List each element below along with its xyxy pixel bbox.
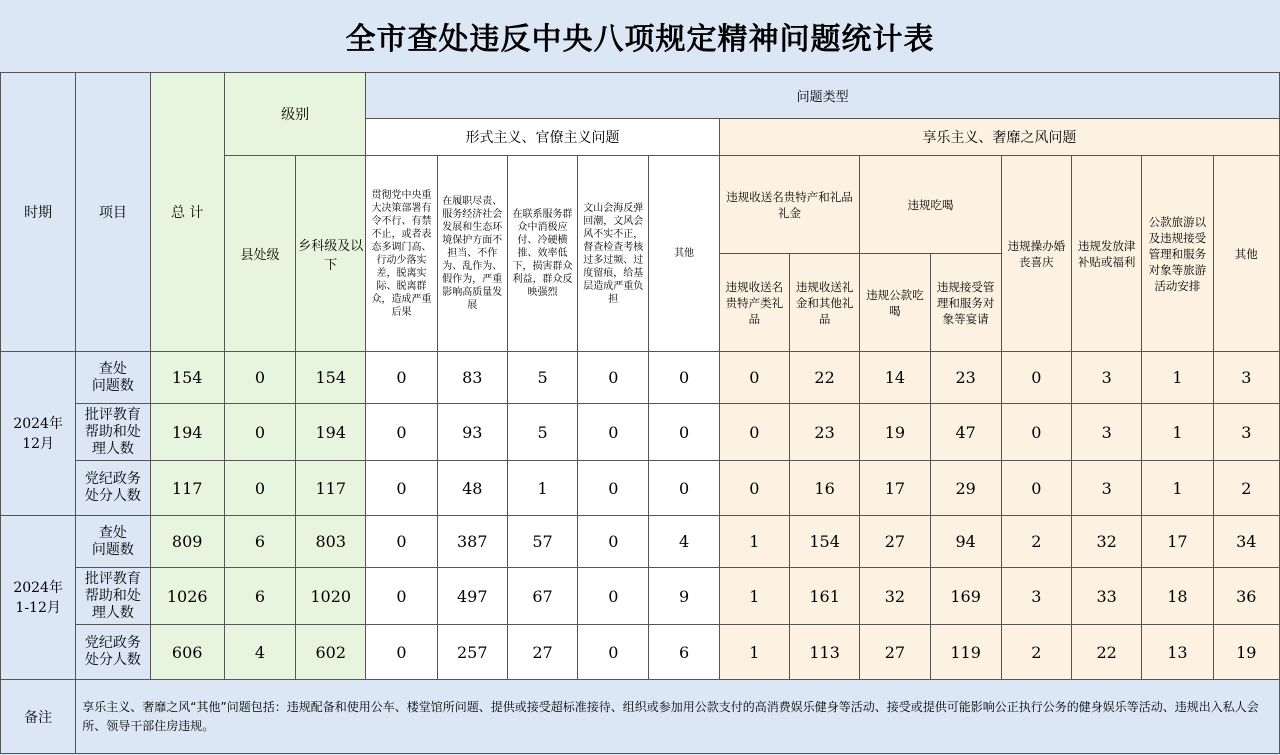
table-cell: 602: [296, 625, 366, 680]
row-item-label: 党纪政务 处分人数: [76, 461, 150, 516]
table-cell: 497: [437, 568, 507, 625]
table-cell: 27: [507, 625, 577, 680]
table-cell: 36: [1213, 568, 1279, 625]
table-cell: 5: [507, 352, 577, 404]
table-cell: 0: [649, 461, 719, 516]
table-cell: 33: [1072, 568, 1142, 625]
table-cell: 27: [860, 516, 930, 568]
header-period: 时期: [1, 73, 76, 352]
table-cell: 809: [150, 516, 224, 568]
row-item-label: 批评教育 帮助和处 理人数: [76, 404, 150, 461]
table-cell: 2: [1001, 516, 1071, 568]
header-total: 总 计: [150, 73, 224, 352]
table-cell: 14: [860, 352, 930, 404]
table-cell: 2: [1001, 625, 1071, 680]
table-cell: 22: [789, 352, 859, 404]
table-cell: 154: [296, 352, 366, 404]
table-cell: 2: [1213, 461, 1279, 516]
table-cell: 0: [578, 625, 649, 680]
header-level-county: 县处级: [224, 156, 295, 352]
table-cell: 117: [296, 461, 366, 516]
table-cell: 117: [150, 461, 224, 516]
table-cell: 29: [930, 461, 1001, 516]
table-cell: 169: [930, 568, 1001, 625]
table-cell: 0: [1001, 404, 1071, 461]
table-cell: 19: [1213, 625, 1279, 680]
table-cell: 3: [1001, 568, 1071, 625]
table-cell: 17: [860, 461, 930, 516]
table-cell: 0: [578, 404, 649, 461]
header-formalism-col-2: 在履职尽责、服务经济社会发展和生态环境保护方面不担当、不作为、乱作为、假作为，严重影响高质量发展: [437, 156, 507, 352]
table-cell: 606: [150, 625, 224, 680]
table-cell: 161: [789, 568, 859, 625]
table-cell: 6: [224, 568, 295, 625]
table-cell: 1: [1142, 404, 1213, 461]
table-cell: 0: [578, 568, 649, 625]
table-cell: 32: [860, 568, 930, 625]
table-cell: 0: [578, 352, 649, 404]
header-dining-group: 违规吃喝: [860, 156, 1002, 254]
table-cell: 119: [930, 625, 1001, 680]
table-cell: 0: [1001, 461, 1071, 516]
table-cell: 16: [789, 461, 859, 516]
table-cell: 3: [1072, 461, 1142, 516]
row-item-label: 批评教育 帮助和处 理人数: [76, 568, 150, 625]
header-problem-type: 问题类型: [366, 73, 1280, 119]
table-cell: 3: [1072, 404, 1142, 461]
header-gift-sub-1: 违规收送名贵特产类礼品: [719, 254, 789, 352]
table-cell: 194: [296, 404, 366, 461]
table-row: [1, 404, 1280, 461]
table-cell: 3: [1072, 352, 1142, 404]
table-cell: 154: [150, 352, 224, 404]
table-cell: 22: [1072, 625, 1142, 680]
table-row: [1, 461, 1280, 516]
table-cell: 1: [507, 461, 577, 516]
note-text: 享乐主义、奢靡之风“其他”问题包括：违规配备和使用公车、楼堂馆所问题、提供或接受超标准接待、组织或参加用公款支付的高消费娱乐健身等活动、接受或提供可能影响公正执行公务的健身娱乐等活动、违规出入私人会所、领导干部住房违规。: [76, 680, 1280, 754]
header-level-township: 乡科级及以下: [296, 156, 366, 352]
table-cell: 67: [507, 568, 577, 625]
table-cell: 47: [930, 404, 1001, 461]
header-hedonism-col-4: 其他: [1213, 156, 1279, 352]
period-label: 2024年 1-12月: [1, 516, 76, 680]
table-cell: 83: [437, 352, 507, 404]
table-cell: 1: [719, 568, 789, 625]
header-level: 级别: [224, 73, 366, 156]
table-cell: 27: [860, 625, 930, 680]
row-item-label: 查处 问题数: [76, 352, 150, 404]
table-row: [1, 516, 1280, 568]
table-cell: 1: [1142, 352, 1213, 404]
header-hedonism-col-2: 违规发放津补贴或福利: [1072, 156, 1142, 352]
table-cell: 32: [1072, 516, 1142, 568]
table-cell: 0: [224, 461, 295, 516]
table-cell: 0: [366, 516, 437, 568]
statistics-table: [0, 72, 1280, 754]
table-cell: 0: [719, 404, 789, 461]
header-gift-sub-2: 违规收送礼金和其他礼品: [789, 254, 859, 352]
note-label: 备注: [1, 680, 76, 754]
header-hedonism: 享乐主义、奢靡之风问题: [719, 119, 1279, 156]
period-label: 2024年 12月: [1, 352, 76, 516]
table-row: [1, 568, 1280, 625]
row-item-label: 查处 问题数: [76, 516, 150, 568]
table-cell: 0: [366, 625, 437, 680]
table-cell: 0: [366, 461, 437, 516]
table-cell: 18: [1142, 568, 1213, 625]
table-cell: 0: [366, 404, 437, 461]
table-cell: 1020: [296, 568, 366, 625]
header-hedonism-col-1: 违规操办婚丧喜庆: [1001, 156, 1071, 352]
table-cell: 803: [296, 516, 366, 568]
table-cell: 194: [150, 404, 224, 461]
header-formalism-col-1: 贯彻党中央重大决策部署有令不行、有禁不止，或者表态多调门高、行动少落实差，脱离实际、脱离群众，造成严重后果: [366, 156, 437, 352]
table-cell: 257: [437, 625, 507, 680]
header-hedonism-col-3: 公款旅游以及违规接受管理和服务对象等旅游活动安排: [1142, 156, 1213, 352]
table-cell: 1: [719, 625, 789, 680]
table-cell: 23: [789, 404, 859, 461]
table-cell: 57: [507, 516, 577, 568]
table-cell: 6: [649, 625, 719, 680]
table-row: [1, 625, 1280, 680]
header-dining-sub-2: 违规接受管理和服务对象等宴请: [930, 254, 1001, 352]
table-cell: 0: [719, 461, 789, 516]
table-cell: 0: [719, 352, 789, 404]
table-cell: 17: [1142, 516, 1213, 568]
header-dining-sub-1: 违规公款吃喝: [860, 254, 930, 352]
table-cell: 1: [1142, 461, 1213, 516]
table-cell: 0: [224, 352, 295, 404]
table-cell: 1: [719, 516, 789, 568]
table-cell: 9: [649, 568, 719, 625]
row-item-label: 党纪政务 处分人数: [76, 625, 150, 680]
table-cell: 387: [437, 516, 507, 568]
table-cell: 0: [366, 352, 437, 404]
header-formalism: 形式主义、官僚主义问题: [366, 119, 719, 156]
table-cell: 0: [578, 461, 649, 516]
header-formalism-col-4: 文山会海反弹回潮，文风会风不实不正，督查检查考核过多过频、过度留痕，给基层造成严重负担: [578, 156, 649, 352]
table-cell: 3: [1213, 352, 1279, 404]
header-item: 项目: [76, 73, 150, 352]
table-cell: 0: [649, 352, 719, 404]
header-formalism-col-5: 其他: [649, 156, 719, 352]
table-cell: 6: [224, 516, 295, 568]
table-cell: 1026: [150, 568, 224, 625]
table-cell: 23: [930, 352, 1001, 404]
header-formalism-col-3: 在联系服务群众中消极应付、冷硬横推、效率低下，损害群众利益，群众反映强烈: [507, 156, 577, 352]
table-cell: 154: [789, 516, 859, 568]
table-row: [1, 352, 1280, 404]
table-cell: 94: [930, 516, 1001, 568]
table-cell: 13: [1142, 625, 1213, 680]
table-cell: 19: [860, 404, 930, 461]
table-cell: 113: [789, 625, 859, 680]
table-cell: 0: [224, 404, 295, 461]
table-cell: 5: [507, 404, 577, 461]
table-cell: 4: [224, 625, 295, 680]
page-title: 全市查处违反中央八项规定精神问题统计表: [0, 0, 1280, 73]
table-cell: 0: [649, 404, 719, 461]
table-cell: 93: [437, 404, 507, 461]
table-cell: 4: [649, 516, 719, 568]
table-cell: 3: [1213, 404, 1279, 461]
table-cell: 34: [1213, 516, 1279, 568]
table-cell: 48: [437, 461, 507, 516]
table-cell: 0: [578, 516, 649, 568]
table-cell: 0: [1001, 352, 1071, 404]
header-gift-group: 违规收送名贵特产和礼品礼金: [719, 156, 860, 254]
table-cell: 0: [366, 568, 437, 625]
